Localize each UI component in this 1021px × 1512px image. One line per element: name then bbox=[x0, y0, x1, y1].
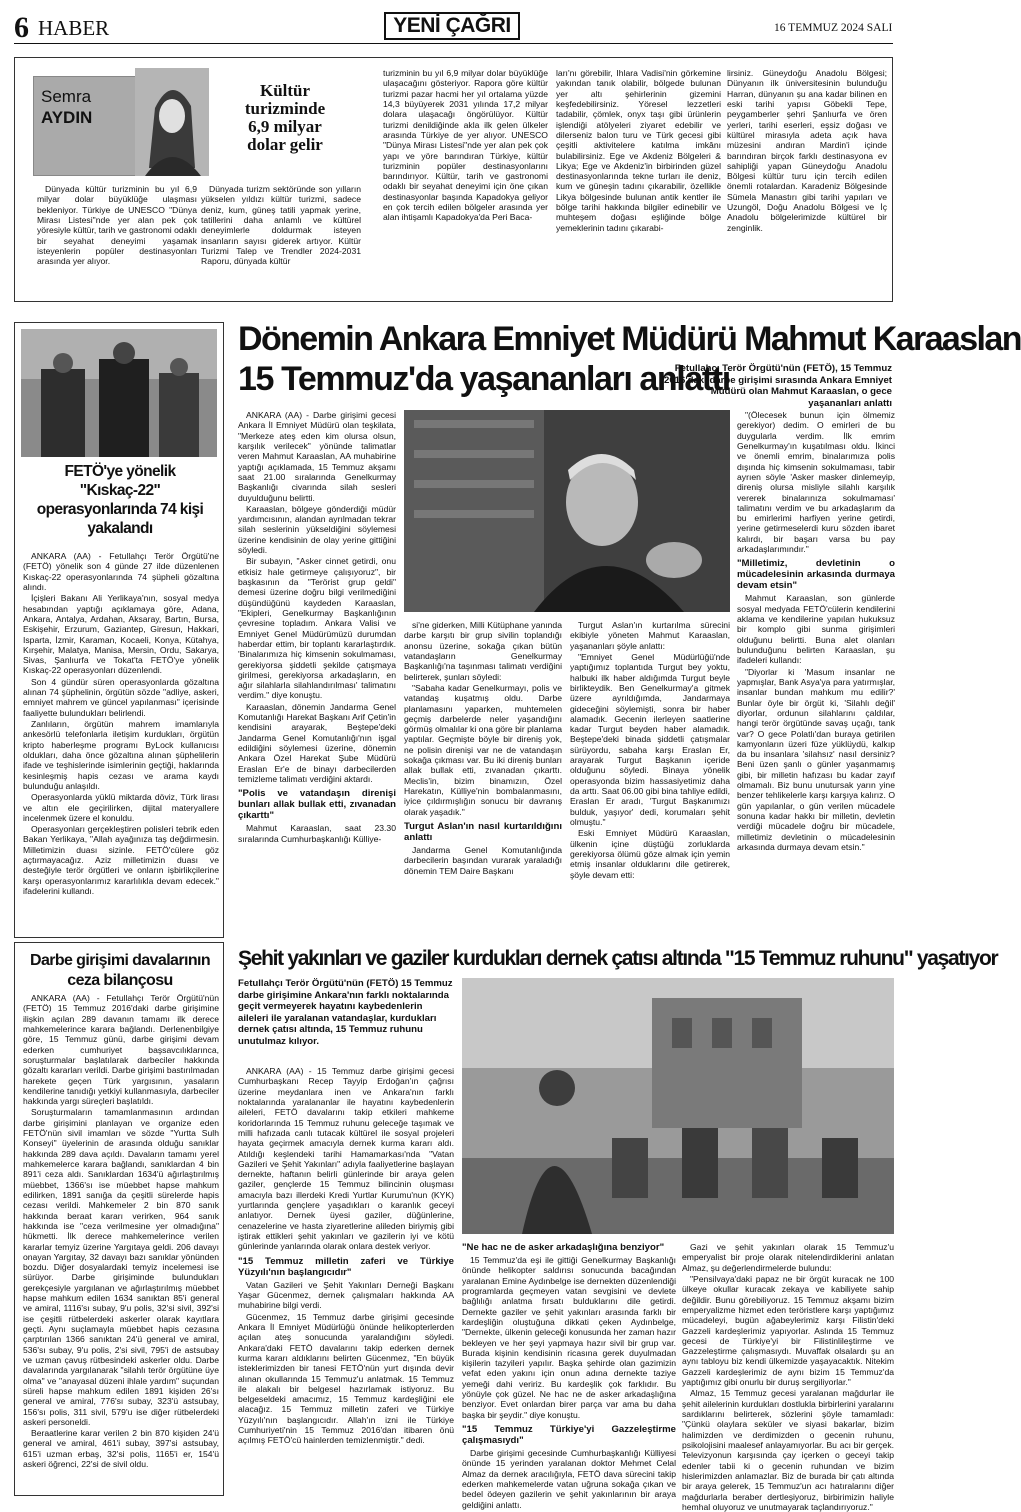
logo-text: YENİ ÇAĞRI bbox=[393, 14, 511, 38]
emniyet-subhead-2: Turgut Aslan'ın nasıl kurtarıldığını anlattı bbox=[404, 820, 562, 843]
emniyet-paragraph: Mahmut Karaaslan, son günlerde sosyal medyada FETÖ'cülerin kendilerini aklama ve kendilerine yapılan hukuksuz bir komplo gibi sunma girişimleri olduğunu belirtti. Buna alet olanları bulunduğunu belirten Karaaslan, şu ifadeleri kullandı: bbox=[737, 593, 895, 666]
emniyet-headline-2: 15 Temmuz'da yaşananları anlattı bbox=[238, 360, 730, 398]
author-photo bbox=[135, 68, 209, 176]
feto-paragraph: ANKARA (AA) - Fetullahçı Terör Örgütü'ne (FETÖ) yönelik son 4 günde 27 ilde düzenlenen Kıskaç-22 operasyonlarında 74 şüpheli gözaltına alındı. bbox=[23, 551, 219, 592]
author-first-name: Semra bbox=[41, 87, 92, 106]
sehit-subhead-2: "Ne hac ne de asker arkadaşlığına benziyor" bbox=[462, 1242, 665, 1253]
emniyet-paragraph: Karaaslan, bölgeye gönderdiği müdür yardımcısının, alandan ayrılmadan tekrar silah seslerinin yükseldiğini söylemesi üzerine kendisinin de olay yerine gittiğini söyledi. bbox=[238, 503, 396, 556]
page-number: 6 bbox=[14, 11, 29, 44]
darbe-paragraph: Beraatlerine karar verilen 2 bin 870 kişiden 24'ü general ve amiral, 461'i subay, 397'si astsubay, 615'i uzman erbaş, 32'si polis, 1165'i er, 154'ü askeri öğrenci, 22'si de sivil oldu. bbox=[23, 1428, 219, 1470]
sehit-paragraph: ANKARA (AA) - 15 Temmuz darbe girişimi gecesi Cumhurbaşkanı Recep Tayyip Erdoğan'ın çağrısı üzerine meydanlara inen ve Ankara'nın farklı noktalarında yaralananlar ile hayatını kaybedenlerin aileleri, FETÖ davalarını takip etkileri mahkeme koridorlarında 15 Temmuz ruhunu geleceğe taşımak ve milli hafızada canlı tutacak kültürel ile sosyal projeleri hayata geçirmek amacıyla dernek kurma kararı aldı. Atıldığı keşlendeki tarihi Hamamarkası'nda "Vatan Gazileri ve Şehit Yakınları" adıyla faaliyetlerine başlayan dernekte, haftanın belirli günlerinde bir araya gelen gaziler, gençlerde 15 Temmuz bilincinin oluşması amacıyla bazı illerdeki Kredi Yurtlar Kurumu'nun (KYK) yurtlarında gençlere yaşadıkları o karanlık geceyi anlatıyor. Dernek üyesi gaziler, düğünlerine, cenazelerine ve hasta ziyaretlerine alileden biriymiş gibi iştirak ettikleri şehit yakınları ve gazilerin iyi ve kötü günlerinde yanlarında olarak onlara destek veriyor. bbox=[238, 1066, 454, 1252]
sehit-column-1 bbox=[238, 1066, 454, 1496]
emniyet-paragraph: "Sabaha kadar Genelkurmayı, polis ve vatandaş kuşatmış oldu. Darbe planlamasını yaparken, muhtemelen geçmiş darbelerde neler yaşandığını görmüş olmalılar ki ona göre bir planlama yaptılar. Geçmişte böyle bir direniş yok, ne polisin direnişi var ne de vatandaşın sokağa çıkması var. Bu iki direniş bunları allak bullak etti, zıvanadan çıkarttı. Meclis'in, bizim binamızın, Özel Harekatın, Külliye'nin bombalanmasını, iyice çıldırmışlığın sonucu bir davranış olarak yaşadık." bbox=[404, 682, 562, 817]
masthead-rule bbox=[14, 43, 893, 44]
sehit-subhead-3: "15 Temmuz Türkiye'yi Gazzeleştirme çalışmasıydı" bbox=[462, 1424, 676, 1447]
sehit-paragraph: Gazi ve şehit yakınları olarak 15 Temmuz'u emperyalist bir proje olarak nitelendirdiklerini anlatan Almaz, şu değerlendirmelerde bulundu: bbox=[682, 1242, 894, 1273]
darbe-paragraph: ANKARA (AA) - Fetullahçı Terör Örgütü'nün (FETÖ) 15 Temmuz 2016'daki darbe girişimine ilişkin açılan 289 davanın tamamı ilk derece mahkemelerince karara bağlandı. Derlenenbilgiye göre, 15 Temmuz günü, darbe girişimi devam ederken cumhuriyet başsavcılıklarınca, soruşturmalar başlatılarak darbeciler hakkında gözaltı kararları verildi. Darbe girişimi bastırılmadan harekete geçen Türk yargısının, yasaların kendilerine tanıdığı yetkiyi kullanmasıyla, darbeciler hakkında yargı süreçleri başlatıldı. bbox=[23, 993, 219, 1107]
emniyet-deck: Fetullahçı Terör Örgütü'nün (FETÖ), 15 Temmuz 2016'daki darbe girişimi sırasında Ankara Emniyet Müdürü olan Mahmut Karaaslan, o gece yaşananları anlattı bbox=[663, 363, 892, 409]
sehit-paragraph: Almaz, 15 Temmuz gecesi yaralanan mağdurlar ile şehit ailelerinin kurdukları dostlukla birbirlerini yaralarını sardıklarını belirterek, sözlerini şöyle tamamladı: "Çünkü olaylara seküler ve siyasi bakarlar, bizim halimizden ve derdimizden o gecenin ruhunu, psikolojisini maalesef anlayamıyorlar. Bu acı bir gerçek. Televizyonun karşısında çay içerken o geceyi takip edenler tabii ki o gecenin ruhundan ve bizim hislerimizden anlamazlar. Biz de burada bir çatı altında bir araya gelerek, 15 Temmuz'un acı hatıralarını diğer mağdurlarla beraber dertleşiyoruz, birbirimizin haliyle hemhal oluyoruz ve unutmayarak taçlandırıyoruz." bbox=[682, 1388, 894, 1512]
emniyet-subhead-3: "Milletimiz, devletinin o mücadelesinin arkasında durmaya devam etsin" bbox=[737, 558, 895, 592]
column-text-3: turizminin bu yıl 6,9 milyar dolar büyüklüğe ulaşacağını gösteriyor. Rapora göre kültür turizmi pazar hacmi her yıl ortalama yüzde 14,3 büyüyerek 2031 yılında 17,2 milyar dolara ulaşacağı öngörülüyor. Kültür turizmi denildiğinde akla ilk gelen ülkeler arasında Türkiye de yer alıyor. UNESCO "Dünya Mirası Listesi"nde yer alan pek çok yapı ve yöre barındıran Türkiye, kültür turizminin popüler destinasyonlarını barındırıyor. Kültür, tarih ve gastronomi odaklı bir seyahat deneyimi için öne çıkan destinasyonlar başında Kapadokya geliyor en çok tercih edilen bölgeler arasında yer alan ihtişamlı Kapadokya'da Peri Baca- bbox=[383, 68, 548, 223]
newspaper-logo bbox=[384, 12, 520, 40]
column-text-1: Dünyada kültür turizminin bu yıl 6,9 milyar dolar büyüklüğe ulaşması bekleniyor. Türkiye de UNESCO "Dünya Mirası Listesi"nde yer alan pek çok yöresiyle kültür, tarih ve gastronomi odaklı bir seyahat deneyimi yaşamak isteyenlerin popüler destinasyonları arasında yer alıyor. bbox=[37, 184, 198, 267]
sehit-headline: Şehit yakınları ve gaziler kurdukları dernek çatısı altında "15 Temmuz ruhunu" yaşatıyor bbox=[238, 947, 998, 970]
sehit-paragraph: Gücenmez, 15 Temmuz darbe girişimi gecesinde Ankara İl Emniyet Müdürlüğü önünde helikopterlerden açılan ateş sonucunda yaralandığını söyledi. Ankara'daki FETÖ davalarını takip ederken dernek kurma kararı aldıklarını belirten Gücenmez, "En büyük isteklerimizden bir tanesi FETÖ'nün yurt dışında devir alınan okullarında 15 Temmuz'u anlatmak. 15 Temmuz ile alakalı bir belgesel hazırlamak istiyoruz. Bu belgeseldeki amacımız, 15 Temmuz kardeşliğini ele alacağız. 15 Temmuz milletin zaferi ve Türkiye Yüzyılı'nın başlangıcıdır. Allah'ın izni ile Türkiye Cumhuriyeti'nin 15 Temmuz 2016'dan itibaren önü açılmış FETÖ'cü hainlerden temizlenmiştir." dedi. bbox=[238, 1311, 454, 1446]
emniyet-paragraph: Bir subayın, "Asker cinnet getirdi, onu etkisiz hale getirmeye çalışıyoruz", bir başkasının da "Terörist grup geldi" demesi üzerine doğru bilgi verilmediğini düşündüğünü kaydeden Karaaslan, "Ekipleri, Genelkurmay Başkanlığının çevresine topladım. Ankara Valisi ve Emniyet Genel Müdürümüzü durumdan haberdar ettim, bir toplantı kararlaştırdık. 'Binalarımıza hiç kimsenin sokulmaması, gerekiyorsa şiddetli şekilde çatışmaya girilmesi, gerekiyorsa arkadaşların, en ağır silahlarla silahlandırılması' talimatını verdim." diye konuştu. bbox=[238, 556, 396, 701]
author-last-name: AYDIN bbox=[41, 108, 93, 127]
feto-paragraph: Son 4 gündür süren operasyonlarda gözaltına alınan 74 şüphelinin, örgütün sözde "adliye, askeri, emniyet mahrem ve güncel yapılanması" içerisinde faaliyette bulundukları belirlendi. bbox=[23, 676, 219, 718]
feto-body bbox=[23, 551, 219, 931]
column-text-5: lirsiniz. Güneydoğu Anadolu Bölgesi; Dünyanın ilk üniversitesinin bulunduğu Harran, dünyanın şu ana kadar bilinen en eski tarihi yapısı Göbekli Tepe, peygamberler şehri Şanlıurfa ve ören yerleri, tarihi eserleri, eşsiz doğası ve kültürel mirasıyla adeta açık hava müzesini andıran Mardin'i içinde barındıran birçok farklı destinasyona ev sahipliği yapan Güneydoğu Anadolu Bölgesi kültür turu için tercih edilen önemli rotalardan. Karadeniz Bölgesinde Sümela Manastırı gibi tarihi yapıları ve Uzungöl, Doğu Anadolu Bölgesi ve İç Anadolu bölgelerimizde kültürel bir zenginlik. bbox=[727, 68, 887, 233]
sehit-column-3 bbox=[682, 1242, 894, 1512]
darbe-box bbox=[14, 942, 224, 1496]
feto-paragraph: Zanlıların, örgütün mahrem imamlarıyla ankesörlü telefonlarla iletişim kurdukları, örgütün kripto haberleşme programı ByLock kullanıcısı oldukları, daha önce gözaltına alınan şüphelilerin ifade ve teşhislerinde isimlerinin geçtiği, haklarında kesinleşmiş hapis cezası ve arama kaydı bulunduğu anlaşıldı. bbox=[23, 719, 219, 791]
sehit-deck: Fetullahçı Terör Örgütü'nün (FETÖ) 15 Temmuz darbe girişimine Ankara'nın farklı noktalarında geçit vermeyerek hayatını kaybedenlerin aileleri ile yaralanan vatandaşlar, kurdukları dernek çatısı altında, 15 Temmuz ruhunu unutulmaz kılıyor. bbox=[238, 978, 453, 1047]
column-title: Kültür turizminde 6,9 milyar dolar gelir bbox=[244, 81, 326, 155]
column-box bbox=[14, 57, 893, 302]
sehit-column-2 bbox=[462, 1242, 676, 1510]
operation-photo bbox=[21, 329, 217, 457]
emniyet-column-1 bbox=[238, 410, 396, 924]
feto-operation-box bbox=[14, 322, 224, 938]
column-text-2: Dünyada turizm sektöründe son yılların yükselen yıldızı kültür turizmi, sadece deniz, kum, güneş tatili yapmak yerine, tatillerini daha anlamlı ve kültürel deneyimlerle doldurmak isteyen insanların sayısı giderek artıyor. Kültür Turizmi Talep ve Trendler 2024-2031 Raporu, dünyada kültür bbox=[201, 184, 361, 267]
emniyet-paragraph: "Diyorlar ki 'Masum insanlar ne yapmışlar, Bank Asya'ya para yatırmışlar, insanlar bundan mahkum mu edilir?' Bunlar öyle bir örgüt ki, 'Silahlı değil' diyorlar, ordunun silahlarını çaldılar, hangi terör örgütünde savaş uçağı, tank var? O gece Polatlı'dan buraya getirilen kamyonların üzeri füze yüklüydü, kalkıp da bu insanlara 'silahsız' nasıl dersiniz? Beni üzen şanlı o günler yaşanmamış gibi, bir milletin hafızası bu kadar zayıf olmamalı. Biz bunu unutursak yarın yine benzer tehlikelerle karşı karşıya kalırız. O gün yapılanlar, o gün verilen mücadele sonuna kadar hakkı bir milletin, devletin verdiği mücadele doğru bir mücadele, milletimiz devletinin o mücadelesinin arkasında durmaya devam etsin." bbox=[737, 666, 895, 852]
sehit-paragraph: 15 Temmuz'da eşi ile gittiği Genelkurmay Başkanlığı önünde helikopter saldırısı sonucunda bacağından yaralanan Emine Aydınbelge ise dernekten düzenlendiği programlarda geçmeyen vatan sevgisini ve devlete bağlılığı anlatma fırsatı bulduklarını dile getirdi. Dernekte gaziler ve şehit yakınları arasında farklı bir kardeşliğin oluştuğuna dikkati çeken Aydınbelge, "Dernekte, ülkenin geleceği konusunda her zaman hazır bekleyen ve her şeyi yapmaya hazır sivil bir grup var. Burada kişinin kendisinin ricasına gerek duyulmadan kişilerin tazyileri yapılır. Başka şehirde olan gazimizin vefat eden yakını için onun adına dernekte taziye yemeği dahi veririz. Bu kardeşlik çok farklıdır. Bu yönüyle çok güzel. Ne hac ne de asker arkadaşlığına benziyor. Evet onlardan birer parça var ama bu daha başka bir şeydir." diye konuştu. bbox=[462, 1255, 676, 1420]
emniyet-paragraph: Eski Emniyet Müdürü Karaaslan, ülkenin içine düştüğü zorluklarda gerekiyorsa ölümü göze almak için yemin etmiş insanlar olduklarını dile getirerek, şöyle devam etti: bbox=[570, 828, 730, 880]
emniyet-paragraph: Jandarma Genel Komutanlığında darbecilerin başından vurarak yaraladığı dönemin TEM Daire Başkanı bbox=[404, 845, 562, 876]
darbe-title: Darbe girişimi davalarının ceza bilançosu bbox=[29, 952, 211, 989]
emniyet-paragraph: ANKARA (AA) - Darbe girişimi gecesi Ankara İl Emniyet Müdürü olan teşkilata, "Merkeze ateş eden kim olursa olsun, karşılık verilecek" yönünde talimatlar veren Mahmut Karaaslan, AA muhabirine yaptığı açıklamada, 15 Temmuz akşamı saat 21.00 sıralarında Genelkurmay Başkanlığı civarında silah sesleri duyulduğunu belirtti. bbox=[238, 410, 396, 503]
feto-title: FETÖ'ye yönelik "Kıskaç-22" operasyonlarında 74 kişi yakalandı bbox=[36, 463, 204, 537]
feto-paragraph: Operasyonlarda yüklü miktarda döviz, Türk lirası ve altın ele geçirilirken, dijital materyallere incelenmek üzere el konuldu. bbox=[23, 792, 219, 823]
gaziler-photo bbox=[462, 978, 894, 1234]
column-text-4: ları'nı görebilir, Ihlara Vadisi'nin görkemine yakından tanık olabilir, bölgede bulunan yer altı şehirlerinin gizemini keşfedebilirsiniz. Yöresel lezzetleri tadabilir, çömlek, onyx taşı gibi ürünlerin işlendiği atölyeleri ziyaret edebilir ve dilerseniz balon turu ve Türk gecesi gibi çeşitli aktivitelere katılma imkânı bulabilirsiniz. Ege ve Akdeniz Bölgeleri & Likya; Ege ve Akdeniz'in birbirinden güzel destinasyonlarında tekne turları ile deniz, kum ve güneşin tadını çıkarabilir, özellikle Likya bölgesinde bulunan antik kentler ile bölge tarihi hakkında bilgiler edinebilir ve muhteşem doğası eşliğinde bölge yemeklerinin tadını çıkarabi- bbox=[556, 68, 721, 233]
emniyet-column-2 bbox=[404, 620, 562, 924]
sehit-paragraph: "Pensilvaya'daki papaz ne bir örgüt kuracak ne 100 ülkeye okullar kuracak zekaya ve kabiliyete sahip değildir. Bunu görebiliyoruz. 15 Temmuz akşamı bizim emperyalizme hizmet eden teröristlere karşı yaptığımız mücadeleyi, bugün ağabeylerimiz karşı Filistin'deki Gazzeli kardeşlerimiz yapıyorlar. Aslında 15 Temmuz gecesi de Türkiye'yi bir Filistinlileştirme ve Gazzeleştirme çalışmasıydı. Muvaffak olsalardı şu an aynı tabloyu biz kendi ülkemizde yaşayacaktık. Nitekim Gazzeli kardeşlerimiz de aynı bizim 15 Temmuz'da yaptığımız gibi onurlu bir duruş sergiliyorlar." bbox=[682, 1273, 894, 1388]
emniyet-column-3 bbox=[570, 620, 730, 924]
section-name: HABER bbox=[38, 16, 110, 40]
masthead bbox=[0, 0, 907, 46]
sehit-subhead-1: "15 Temmuz milletin zaferi ve Türkiye Yüzyılı'nın başlangıcıdır" bbox=[238, 1255, 454, 1278]
emniyet-column-4 bbox=[737, 410, 895, 924]
sehit-paragraph: Darbe girişimi gecesinde Cumhurbaşkanlığı Külliyesi önünde 15 yerinden yaralanan doktor Mehmet Celal Almaz da dernek aracılığıyla, FETÖ dava sürecini takip ederken mahkemelerde vatan uğruna sokağa çıkan ve bedel ödeyen gazilerin ve şehit yakınlarının bir araya geldiğini anlattı. bbox=[462, 1448, 676, 1510]
issue-date: 16 TEMMUZ 2024 SALI bbox=[774, 22, 893, 34]
feto-paragraph: Operasyonları gerçekleştiren polisleri tebrik eden Bakan Yerlikaya, "Allah ayağınıza taş değdirmesin. Milletimizin duası sizinle. FETÖ'cülere göz açtırmayacağız. Aziz milletimizin duası ve desteğiyle terör örgütleri ve onların işbirlikçilerine karşı operasyonlarımız kararlılıkla devam edecek." ifadelerini kullandı. bbox=[23, 824, 219, 896]
emniyet-paragraph: "Emniyet Genel Müdürlüğü'nde yaptığımız toplantıda Turgut bey yoktu, halbuki ilk haber aldığımda Turgut beyle birlikteydik. Ben Genelkurmay'a gitmek üzere ayrıldığımda, Jandarmaya gideceğini söylemişti, sonra bir haber alamadık. Gecenin ilerleyen saatlerine kadar Turgut beyden haber alamadık. Beştepe'deki binada şiddetli çatışmalar sürüyordu, sabaha karşı Eraslan Er, arayarak Turgut Başkanın içeride olduğunu söyledi. Binaya yönelik operasyonda bizim hassasiyetimiz daha da arttı. Saat 06.00 gibi bina tahliye edildi, Eraslan Er aradı, 'Turgut Başkanımızı bulduk, yaşıyor' dedi, korumaları şehit olmuştu." bbox=[570, 651, 730, 827]
emniyet-subhead-1: "Polis ve vatandaşın direnişi bunları allak bullak etti, zıvanadan çıkarttı" bbox=[238, 788, 396, 822]
emniyet-headline-1: Dönemin Ankara Emniyet Müdürü Mahmut Karaaslan bbox=[238, 320, 1021, 358]
emniyet-paragraph: "(Ölecesek bunun için ölmemiz gerekiyor) dedim. O emirleri de bu duygularla verdim. İlk emrim Genelkurmay'ın kuşatılması oldu. İkinci ve önemli emrim, binalarımıza polis dışında hiç kimsenin sokulmaması, tabir ayrıen söyle 'Asker masker dinlemeyip, direniş olursa misliyle silahlı karşılık vererek binalarınıza sokulmaması' talimatını verdim ve bu arkadaşlarım da bu emirlerimi harfiyen yerine getirdi, yerine getirmeselerdi kuru sözden ibaret kalırdı, bir başarı varsa bu pay arkadaşlarımındır." bbox=[737, 410, 895, 555]
emniyet-paragraph: Turgut Aslan'ın kurtarılma sürecini ekibiyle yöneten Mahmut Karaaslan, yaşananları şöyle anlattı: bbox=[570, 620, 730, 651]
karaaslan-photo bbox=[404, 410, 730, 612]
darbe-body bbox=[23, 993, 219, 1493]
sehit-paragraph: Vatan Gazileri ve Şehit Yakınları Derneği Başkanı Yaşar Gücenmez, dernek çalışmaları hakkında AA muhabirine bilgi verdi. bbox=[238, 1279, 454, 1311]
emniyet-paragraph: Karaaslan, dönemin Jandarma Genel Komutanlığı Harekat Başkanı Arif Çetin'in kendisini arayarak, Beştepe'deki Jandarma Genel Komutanlığı'nın işgal edildiğini söylemesi üzerine, dönemin Ankara Özel Harekat Şube Müdürü Eraslan Er'e de binayı darbecilerden temizleme talimatı verdiğini aktardı. bbox=[238, 701, 396, 784]
darbe-paragraph: Soruşturmaların tamamlanmasının ardından darbe girişimini planlayan ve organize eden FETÖ'nün sivil imamları ve sözde "Yurtta Sulh Konseyi" üyelerinin de arasında olduğu sanıklar hakkında 289 dava açıldı. Davaların tamamı yerel mahkemelerce karara bağlandı, sanıklardan 4 bin 891'i ceza aldı. Sanıklardan 1634'ü ağırlaştırılmış müebbet, 1366'sı ise müebbet hapse mahkum edilirken, 1891 sanığa da çeşitli sürelerde hapis cezası verildi. Mahkemeler 2 bin 870 sanık hakkında beraat kararı verirken, 964 sanık hakkında ise "ceza verilmesine yer olmadığına" hükmetti. İlk derece mahkemelerince verilen kararlar temyiz üzerine Yargıtaya geldi. 206 davayı onayan Yargıtay, 32 davayı bazı sanıklar yönünden bozdu. Diğer dosyalardaki temyiz incelemesi ise sürüyor. Darbe girişiminde bulundukları gerekçesiyle yargılanan ve ağırlaştırılmış müebbet hapse mahkum edilen 1634 sanıktan 85'i general ve amiral, 1116'sı subay, 9'u polis, 32'si sivil, 392'si ise çeşitli rütbelerdeki askerler olarak kayıtlara geçti. Aynı suçlamayla müebbet hapis cezasına çarptırılan 1366 sanıktan 24'ü general ve amiral, 536'sı subay, 9'u polis, 2'si sivil, 795'i de astsubay ve uzman çavuş rütbesindeki askerler oldu. Darbe davalarında yargılanarak "silahlı terör örgütüne üye olma" ve "anayasal düzeni ihlale yardım" suçundan süreli hapse mahkum edilen 1891 kişiden 26'sı general ve amiral, 776'sı subay, 323'ü astsubay, 156'sı polis, 311 sivil, 579'u ise diğer rütbelerdeki askeri personeldi. bbox=[23, 1107, 219, 1427]
emniyet-paragraph: si'ne giderken, Milli Kütüphane yanında darbe karşıtı bir grup sivilin toplandığı anonsu üzerine, sokağa çıkan bütün vatandaşların Genelkurmay Başkanlığı'na taşınması talimatı verdiğini belirterek, şunları söyledi: bbox=[404, 620, 562, 682]
feto-paragraph: İçişleri Bakanı Ali Yerlikaya'nın, sosyal medya hesabından yaptığı açıklamaya göre, Adana, Ankara, Antalya, Ardahan, Aksaray, Bartın, Bursa, Eskişehir, Erzurum, Gaziantep, Giresun, Hakkari, Isparta, İzmir, Karaman, Kocaeli, Konya, Kütahya, Kırşehir, Malatya, Manisa, Mersin, Ordu, Sakarya, Sivas, Şanlıurfa ve Tokat'ta FETÖ'ye yönelik Kıskaç-22 operasyonları düzenlendi. bbox=[23, 593, 219, 676]
emniyet-paragraph: Mahmut Karaaslan, saat 23.30 sıralarında Cumhurbaşkanlığı Külliye- bbox=[238, 823, 396, 844]
